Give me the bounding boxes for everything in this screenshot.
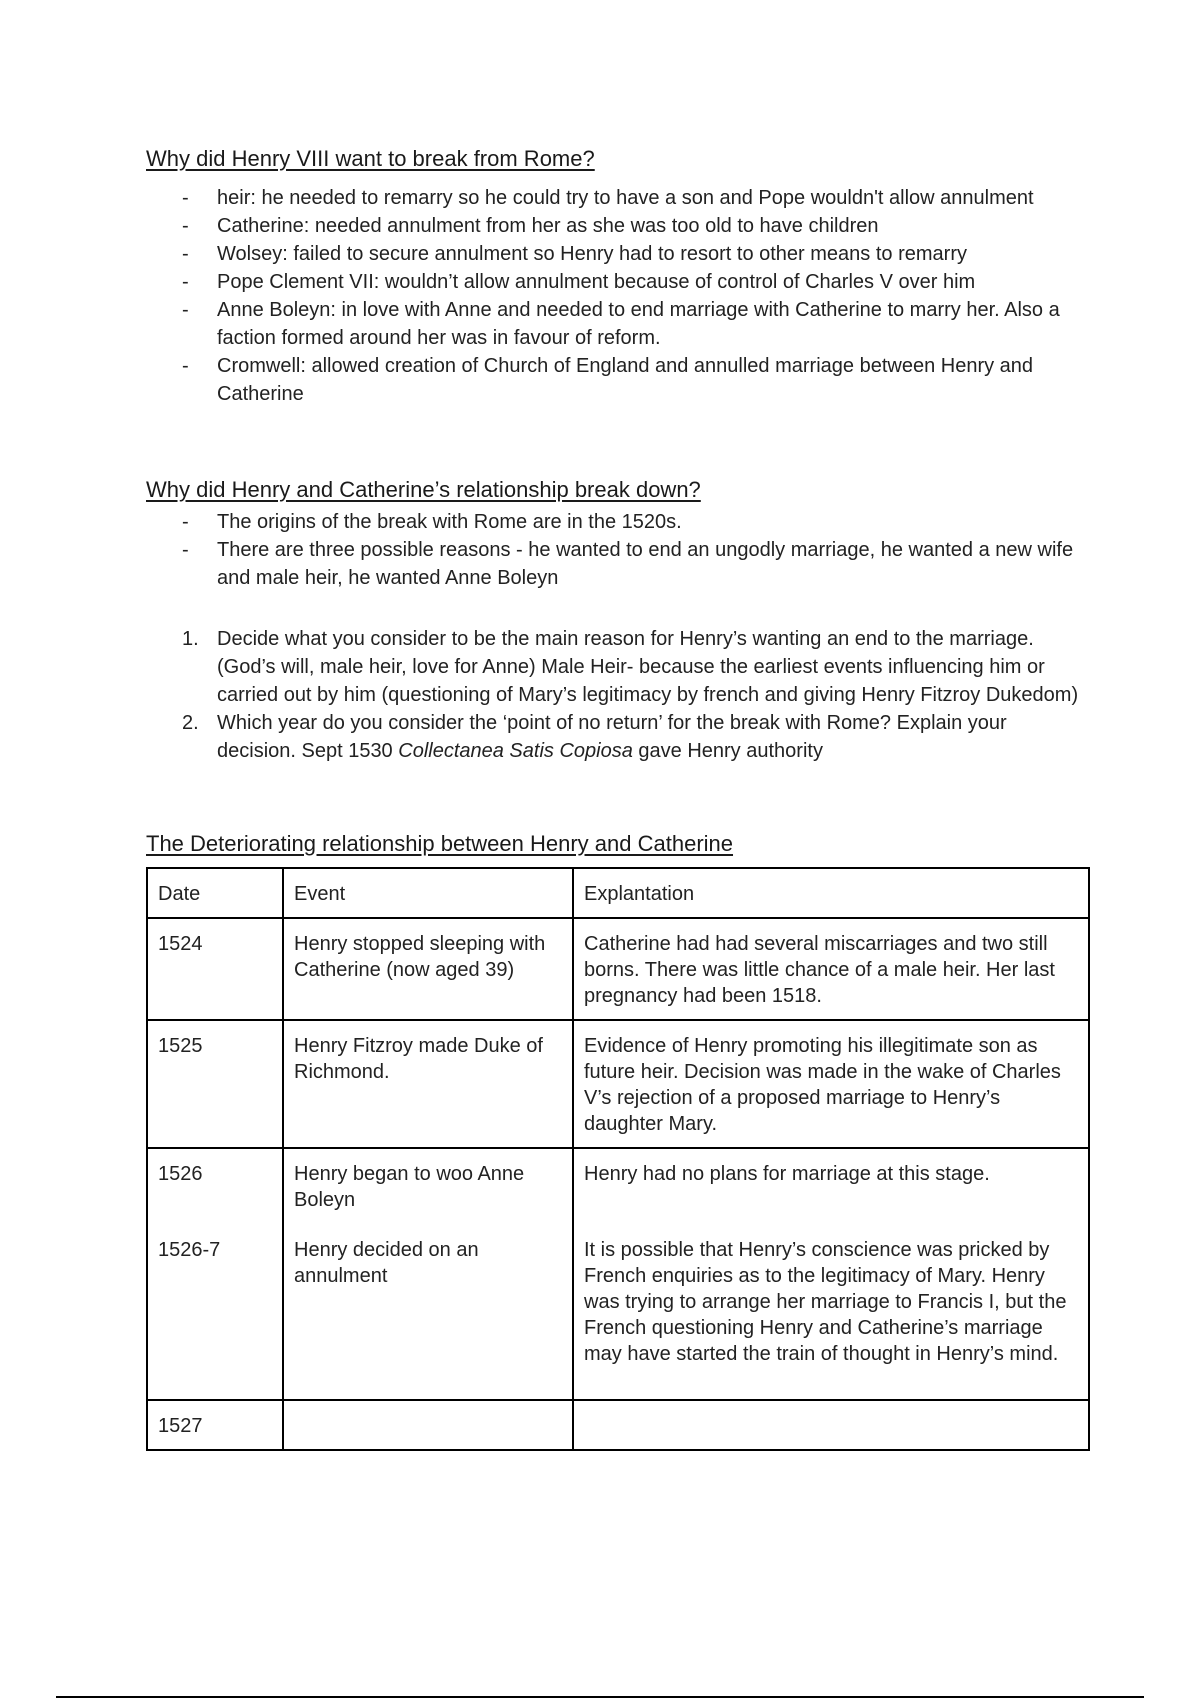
- question-item: [146, 709, 1090, 765]
- cell-event: [283, 1148, 573, 1400]
- cell-event: Henry stopped sleeping with Catherine (now aged 39): [283, 918, 573, 1020]
- question-number: 1.: [182, 628, 199, 650]
- question-text: Which year do you consider the ‘point of no return’ for the break with Rome? Explain your decision. Sept 1530: [217, 712, 1007, 762]
- table-row: [147, 1400, 1089, 1450]
- list-item: - Anne Boleyn: in love with Anne and needed to end marriage with Catherine to marry her. Also a faction formed around her was in favour of reform.: [146, 296, 1090, 352]
- cell-event: [283, 1400, 573, 1450]
- heading-break-from-rome: Why did Henry VIII want to break from Rome?: [146, 146, 595, 171]
- question-text: Decide what you consider to be the main reason for Henry’s wanting an end to the marriage. (God’s will, male heir, love for Anne) Male Heir- because the earliest events influencing him or carried out by him (questioning of Mary’s legitimacy by french and giving Henry Fitzroy Dukedom): [217, 628, 1079, 706]
- cell-explanation: [573, 1400, 1089, 1450]
- list-item: - heir: he needed to remarry so he could try to have a son and Pope wouldn't allow annulment: [146, 184, 1090, 212]
- reasons-list: [146, 184, 1090, 408]
- questions-list: [146, 625, 1090, 765]
- event-annulment: Henry decided on an annulment: [294, 1239, 479, 1287]
- cell-date: [147, 1148, 283, 1400]
- cell-explanation: [573, 1148, 1089, 1400]
- date-1526-7: 1526-7: [158, 1239, 221, 1261]
- list-item: - There are three possible reasons - he wanted to end an ungodly marriage, he wanted a new wife and male heir, he wanted Anne Boleyn: [146, 536, 1090, 592]
- list-item: - Catherine: needed annulment from her as she was too old to have children: [146, 212, 1090, 240]
- origins-list: [146, 508, 1090, 592]
- heading-relationship-break-down: Why did Henry and Catherine’s relationship break down?: [146, 477, 701, 502]
- cell-date: 1525: [147, 1020, 283, 1148]
- source-title: Collectanea Satis Copiosa: [398, 740, 633, 762]
- column-header-explanation: Explantation: [573, 868, 1089, 918]
- question-text-end: gave Henry authority: [632, 740, 823, 762]
- question-number: 2.: [182, 712, 199, 734]
- explanation-conscience: It is possible that Henry’s conscience was pricked by French enquiries as to the legitimacy of Mary. Henry was trying to arrange her marriage to Francis I, but the French questioning Henry and Catherine’s marriage may have started the train of thought in Henry’s mind.: [584, 1239, 1067, 1365]
- cell-date: 1524: [147, 918, 283, 1020]
- column-header-event: Event: [283, 868, 573, 918]
- cell-explanation: Catherine had had several miscarriages and two still borns. There was little chance of a male heir. Her last pregnancy had been 1518.: [573, 918, 1089, 1020]
- cell-explanation: Evidence of Henry promoting his illegitimate son as future heir. Decision was made in the wake of Charles V’s rejection of a proposed marriage to Henry’s daughter Mary.: [573, 1020, 1089, 1148]
- table-header-row: [147, 868, 1089, 918]
- list-item: - Wolsey: failed to secure annulment so Henry had to resort to other means to remarry: [146, 240, 1090, 268]
- list-item: - Pope Clement VII: wouldn’t allow annulment because of control of Charles V over him: [146, 268, 1090, 296]
- event-woo-anne: Henry began to woo Anne Boleyn: [294, 1163, 525, 1211]
- date-1526: 1526: [158, 1163, 203, 1185]
- cell-event: Henry Fitzroy made Duke of Richmond.: [283, 1020, 573, 1148]
- column-header-date: Date: [147, 868, 283, 918]
- question-item: [146, 625, 1090, 709]
- footer-divider: [56, 1696, 1144, 1698]
- table-row: [147, 1148, 1089, 1400]
- table-row: [147, 918, 1089, 1020]
- cell-date: 1527: [147, 1400, 283, 1450]
- list-item: - The origins of the break with Rome are in the 1520s.: [146, 508, 1090, 536]
- relationship-table: [146, 867, 1090, 1451]
- explanation-no-plans: Henry had no plans for marriage at this stage.: [584, 1163, 990, 1185]
- table-row: [147, 1020, 1089, 1148]
- heading-deteriorating-relationship: The Deteriorating relationship between Henry and Catherine: [146, 831, 734, 856]
- list-item: - Cromwell: allowed creation of Church of England and annulled marriage between Henry and Catherine: [146, 352, 1090, 408]
